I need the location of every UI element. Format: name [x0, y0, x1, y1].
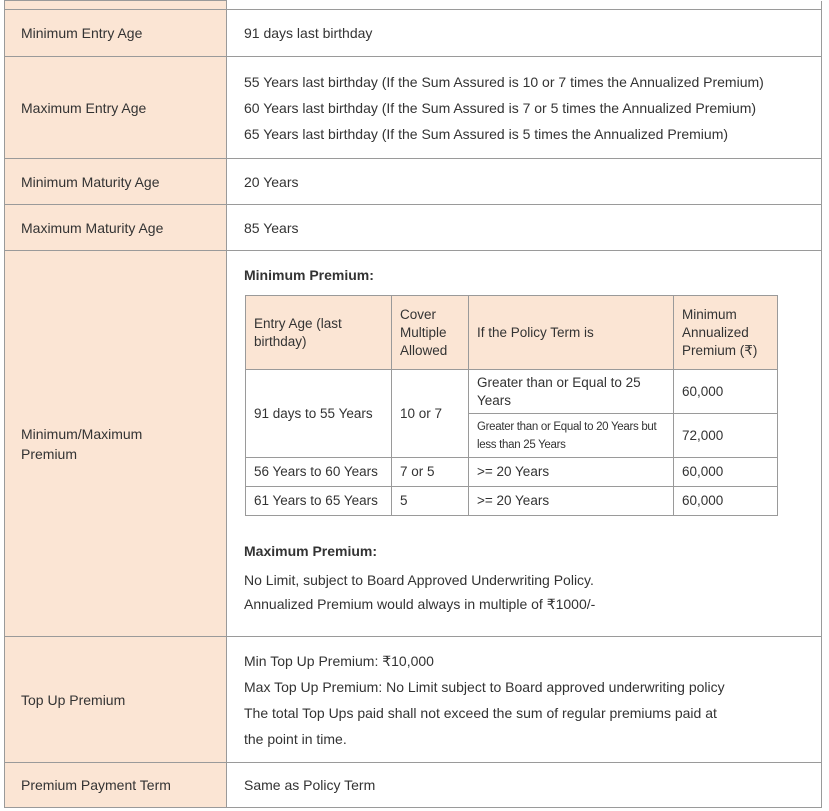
value-min-entry-age: 91 days last birthday [227, 10, 822, 57]
top-up-line-2: Max Top Up Premium: No Limit subject to Board approved underwriting policy [244, 678, 725, 695]
label-payment-term: Premium Payment Term [5, 763, 227, 808]
top-up-line-3: The total Top Ups paid shall not exceed the sum of regular premiums paid at [244, 704, 717, 721]
cell-term-group1-a [469, 370, 674, 414]
value-max-maturity-age: 85 Years [227, 205, 822, 251]
value-min-maturity-age: 20 Years [227, 159, 822, 205]
max-premium-heading: Maximum Premium: [244, 543, 378, 559]
max-premium-line-1: No Limit, subject to Board Approved Underwriting Policy. [244, 572, 594, 588]
cell-cover-group1: 10 or 7 [392, 370, 469, 458]
top-up-line-4: the point in time. [244, 730, 347, 747]
row-payment-term [5, 763, 822, 808]
cell-entry-age-group1: 91 days to 55 Years [246, 370, 392, 458]
table-row [246, 458, 778, 487]
min-premium-table-header [246, 296, 778, 370]
cell-cover-row3: 5 [392, 487, 469, 516]
value-payment-term: Same as Policy Term [227, 763, 822, 808]
cell-entry-age-row3: 61 Years to 65 Years [246, 487, 392, 516]
label-premium [5, 251, 227, 637]
max-entry-age-line-3: 65 Years last birthday (If the Sum Assured is 5 times the Annualized Premium) [244, 125, 729, 142]
value-top-up [227, 637, 822, 763]
table-row [246, 487, 778, 516]
header-policy-term: If the Policy Term is [469, 296, 674, 370]
max-entry-age-line-1: 55 Years last birthday (If the Sum Assured is 10 or 7 times the Annualized Premium) [244, 73, 764, 90]
row-max-entry-age [5, 57, 822, 159]
cell-cover-row2: 7 or 5 [392, 458, 469, 487]
max-premium-line-2: Annualized Premium would always in multiple of ₹1000/- [244, 596, 596, 612]
label-min-maturity-age: Minimum Maturity Age [5, 159, 227, 205]
label-max-entry-age: Maximum Entry Age [5, 57, 227, 159]
top-up-line-1: Min Top Up Premium: ₹10,000 [244, 652, 434, 669]
header-entry-age: Entry Age (last birthday) [246, 296, 392, 370]
label-max-maturity-age: Maximum Maturity Age [5, 205, 227, 251]
header-min-premium: Minimum Annualized Premium (₹) [674, 296, 778, 370]
min-premium-heading: Minimum Premium: [244, 267, 374, 283]
row-min-maturity-age [5, 159, 822, 205]
label-cell-stub [5, 1, 227, 10]
max-entry-age-line-2: 60 Years last birthday (If the Sum Assured is 7 or 5 times the Annualized Premium) [244, 99, 757, 116]
cell-entry-age-row2: 56 Years to 60 Years [246, 458, 392, 487]
table-row-top-stub [5, 1, 822, 10]
value-cell-stub [227, 1, 822, 10]
cell-term-group1-b: Greater than or Equal to 20 Years but less than 25 Years [469, 414, 674, 458]
cell-term-row2: >= 20 Years [469, 458, 674, 487]
term-group1-a-text: Greater than or Equal to 25 Years [477, 374, 641, 408]
row-min-entry-age [5, 10, 822, 57]
label-top-up: Top Up Premium [5, 637, 227, 763]
cell-premium-group1-a: 60,000 [674, 370, 778, 414]
value-max-entry-age [227, 57, 822, 159]
row-top-up [5, 637, 822, 763]
cell-premium-row3: 60,000 [674, 487, 778, 516]
policy-details-table [4, 0, 822, 808]
row-max-maturity-age [5, 205, 822, 251]
label-premium-text: Minimum/Maximum Premium [21, 425, 143, 462]
table-row [246, 370, 778, 414]
min-premium-table [245, 295, 778, 516]
value-premium [227, 251, 822, 637]
cell-premium-group1-b: 72,000 [674, 414, 778, 458]
row-premium [5, 251, 822, 637]
cell-premium-row2: 60,000 [674, 458, 778, 487]
header-cover-multiple: Cover Multiple Allowed [392, 296, 469, 370]
label-min-entry-age: Minimum Entry Age [5, 10, 227, 57]
cell-term-row3: >= 20 Years [469, 487, 674, 516]
